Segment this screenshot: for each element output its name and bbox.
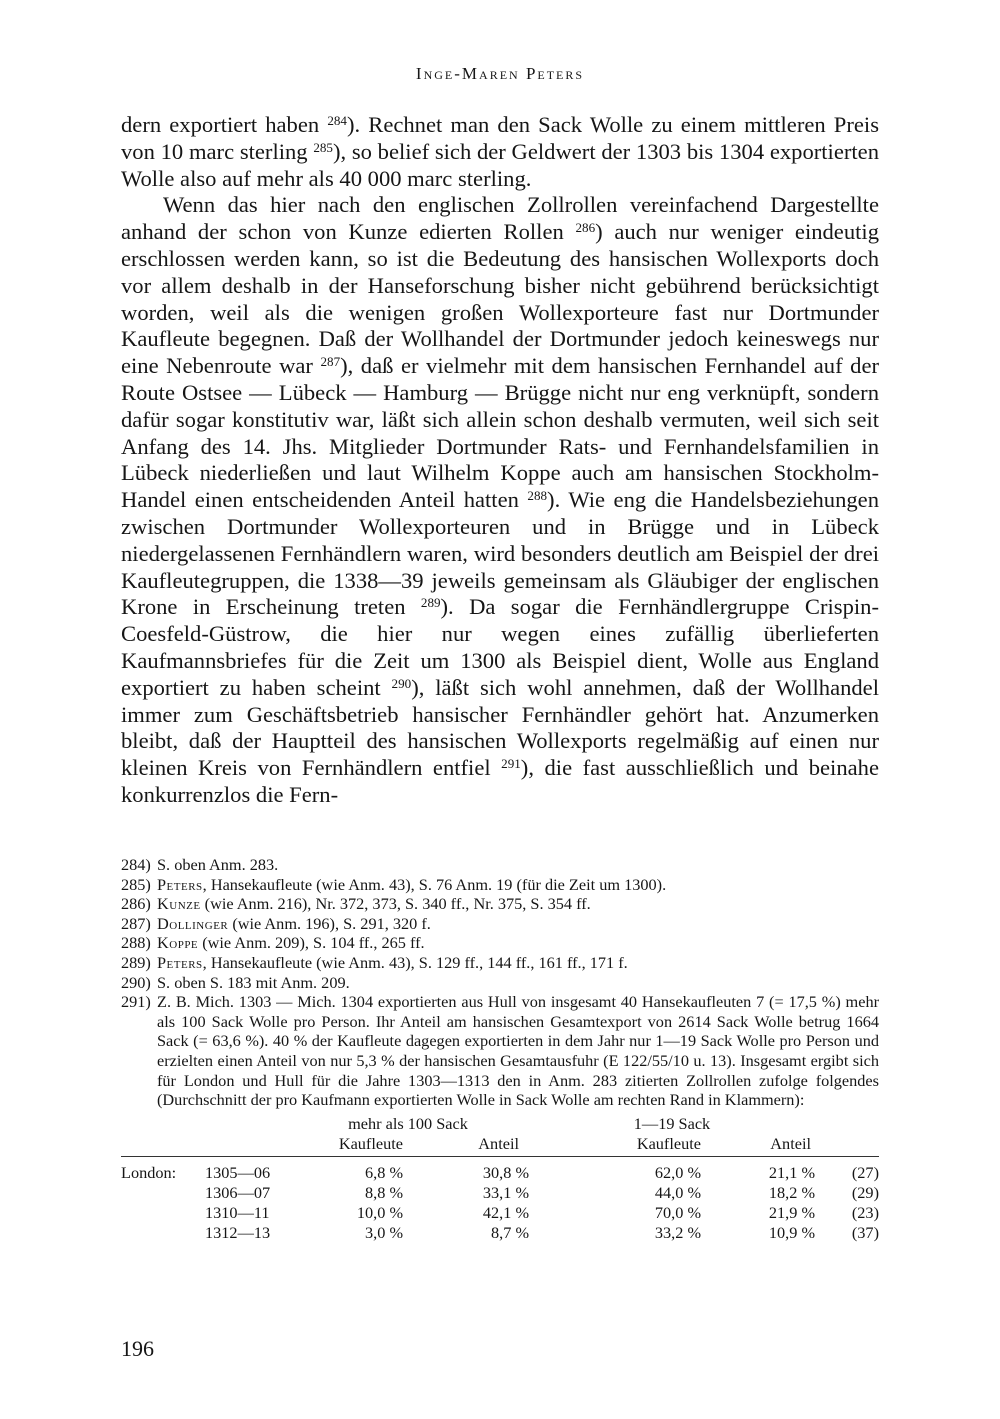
table-row — [121, 1156, 879, 1183]
paragraph-1 — [121, 112, 879, 192]
kaufleute-over-100-cell: 3,0 % — [365, 1222, 403, 1242]
footnote-text: S. oben Anm. 283. — [157, 855, 279, 874]
years-cell: 1305—06 — [205, 1162, 271, 1182]
anteil-over-100-cell: 42,1 % — [482, 1202, 529, 1222]
kaufleute-1-19-cell: 62,0 % — [654, 1162, 701, 1182]
table-column-header — [121, 1134, 879, 1157]
footnote-number: 284) — [121, 855, 151, 874]
column-header-kaufleute: Kaufleute — [529, 1134, 701, 1157]
running-header: Inge-Maren Peters — [415, 64, 585, 83]
author-name: Koppe — [157, 933, 199, 953]
kaufleute-over-100-cell: 10,0 % — [356, 1202, 403, 1222]
text-run: ). Wie eng die Handelsbeziehungen zwischen Dortmunder Wollexporteuren und in Brügge und in Lübeck niedergelassenen Fernhändlern waren, wird besonders deutlich am Beispiel der drei Kaufleutegruppen, die 1338—39 jeweils gemeinsam als Gläubiger der englischen Krone in Erscheinung treten — [121, 487, 879, 620]
footnote-text: (wie Anm. 216), Nr. 372, 373, S. 340 ff., Nr. 375, S. 354 ff. — [200, 894, 591, 914]
group-header-1-19: 1—19 Sack — [633, 1113, 711, 1133]
footnote-ref: 284 — [327, 112, 347, 128]
place-cell: London: — [121, 1162, 177, 1182]
average-sacks-cell: (27) — [851, 1162, 879, 1182]
footnote-number: 287) — [121, 913, 151, 933]
years-cell: 1312—13 — [205, 1222, 271, 1242]
average-sacks-cell: (29) — [851, 1182, 879, 1202]
footnote-number: 288) — [121, 933, 151, 953]
footnotes — [121, 855, 879, 1243]
footnote-text: , Hansekaufleute (wie Anm. 43), S. 129 ff., 144 ff., 161 ff., 171 f. — [202, 952, 628, 972]
anteil-1-19-cell: 18,2 % — [768, 1182, 815, 1202]
footnote-291 — [121, 992, 879, 1110]
text-run: ), daß er vielmehr mit dem hansischen Fernhandel auf der Route Ostsee — Lübeck — Hamburg — Brügge nicht nur eng verknüpft, sondern dafür sogar konstitutiv war, läßt sich allein schon deshalb vermuten, weil sich seit Anfang des 14. Jhs. Mitglieder Dortmunder Rats- und Fernhandelsfamilien in Lübeck niederließen und laut Wilhelm Koppe auch am hansischen Stockholm-Handel einen entscheidenden Anteil hatten — [121, 353, 879, 513]
page-number: 196 — [121, 1336, 154, 1361]
table-row — [121, 1203, 879, 1223]
author-name: Peters — [157, 874, 203, 894]
text-run: ), so belief sich der Geldwert der 1303 bis 1304 exportierten Wolle also auf mehr als 40 000 marc sterling. — [121, 138, 879, 191]
column-header-anteil: Anteil — [403, 1134, 529, 1157]
footnote-288 — [121, 933, 879, 953]
author-name: Peters — [157, 952, 203, 972]
footnote-number: 286) — [121, 894, 151, 914]
footnote-text: , Hansekaufleute (wie Anm. 43), S. 76 Anm. 19 (für die Zeit um 1300). — [202, 874, 667, 894]
place-cell — [121, 1203, 205, 1223]
anteil-1-19-cell: 10,9 % — [768, 1222, 815, 1242]
wool-export-table — [121, 1112, 879, 1243]
footnote-text: (wie Anm. 196), S. 291, 320 f. — [228, 913, 431, 933]
text-run: ) auch nur weniger eindeutig erschlossen werden kann, so ist die Bedeutung des hansischen Wollexports doch vor allem deshalb in der Hanseforschung bisher nicht gebührend berücksichtigt worden, weil als die wenigen großen Wollexporteure fast nur Dortmunder Kaufleute begegnen. Daß der Wollhandel der Dortmunder jedoch keineswegs nur eine Nebenroute war — [121, 219, 879, 379]
footnote-ref: 287 — [320, 353, 341, 369]
kaufleute-1-19-cell: 70,0 % — [654, 1202, 701, 1222]
footnote-285 — [121, 875, 879, 895]
footnote-text: (wie Anm. 209), S. 104 ff., 265 ff. — [198, 933, 425, 953]
text-run: ), die fast ausschließlich und beinahe konkurrenzlos die Fern- — [121, 755, 879, 807]
place-cell — [121, 1183, 205, 1203]
table-row — [121, 1183, 879, 1203]
footnote-286 — [121, 894, 879, 914]
footnote-ref: 285 — [313, 139, 333, 155]
kaufleute-1-19-cell: 33,2 % — [654, 1222, 701, 1242]
footnote-number: 291) — [121, 992, 151, 1012]
main-text — [121, 112, 879, 809]
footnote-number: 289) — [121, 952, 151, 972]
place-cell — [121, 1223, 205, 1243]
average-sacks-cell: (23) — [851, 1202, 879, 1222]
footnote-number: 290) — [121, 972, 151, 992]
footnote-287 — [121, 914, 879, 934]
kaufleute-over-100-cell: 8,8 % — [365, 1182, 403, 1202]
anteil-1-19-cell: 21,9 % — [768, 1202, 815, 1222]
text-run: ). Da sogar die Fernhändlergruppe Crispin-Coesfeld-Güstrow, die hier nur wegen eines zufällig überlieferten Kaufmannsbriefes für die Zeit um 1300 als Beispiel dient, Wolle aus England exportiert zu haben scheint — [121, 594, 879, 700]
author-name: Kunze — [157, 894, 201, 914]
years-cell: 1306—07 — [205, 1182, 271, 1202]
footnote-ref: 286 — [575, 219, 596, 235]
text-run: ). Rechnet man den Sack Wolle zu einem mittleren Preis von 10 marc sterling — [121, 112, 879, 164]
footnote-ref: 290 — [391, 675, 412, 691]
text-run: Wenn das hier nach den englischen Zollrollen vereinfachend Dargestellte anhand der schon von Kunze edierten Rollen — [121, 192, 879, 245]
anteil-1-19-cell: 21,1 % — [768, 1162, 815, 1182]
anteil-over-100-cell: 30,8 % — [482, 1162, 529, 1182]
footnote-290 — [121, 973, 879, 993]
footnote-text: Z. B. Mich. 1303 — Mich. 1304 exportierten aus Hull von insgesamt 40 Hansekaufleuten 7 (= 17,5 %) mehr als 100 Sack Wolle pro Person. Ihr Anteil am hansischen Gesamtexport von 2614 Sack Wolle betrug 1664 Sack (= 63,6 %). 40 % der Kaufleute dagegen exportierten in dem Jahr nur 1—19 Sack Wolle pro Person und erzielten einen Anteil von nur 5,3 % der hansischen Gesamtausfuhr (E 122/55/10 u. 13). Insgesamt ergibt sich für London und Hull für die Jahre 1303—1313 den in Anm. 283 zitierten Zollrollen zufolge folgendes (Durchschnitt der pro Kaufmann exportierten Wolle in Sack Wolle am rechten Rand in Klammern): — [157, 992, 879, 1110]
footnote-284 — [121, 855, 879, 875]
column-header-kaufleute: Kaufleute — [287, 1134, 403, 1157]
footnote-number: 285) — [121, 874, 151, 894]
footnote-ref: 291 — [501, 755, 521, 771]
table-row — [121, 1223, 879, 1243]
author-name: Dollinger — [157, 913, 229, 933]
footnote-ref: 289 — [420, 595, 441, 611]
years-cell: 1310—11 — [205, 1202, 270, 1222]
paragraph-2 — [121, 192, 879, 808]
anteil-over-100-cell: 33,1 % — [482, 1182, 529, 1202]
text-run: dern exportiert haben — [121, 112, 328, 137]
text-run: ), läßt sich wohl annehmen, daß der Wollhandel immer zum Geschäftsbetrieb hansischer Fernhändler gehört hat. Anzumerken bleibt, daß der Hauptteil des hansischen Wollexports regelmäßig auf einen nur kleinen Kreis von Fernhändlern entfiel — [121, 674, 879, 781]
group-header-over-100: mehr als 100 Sack — [348, 1113, 468, 1133]
footnote-ref: 288 — [527, 487, 548, 503]
kaufleute-1-19-cell: 44,0 % — [654, 1182, 701, 1202]
footnote-289 — [121, 953, 879, 973]
anteil-over-100-cell: 8,7 % — [491, 1222, 529, 1242]
table-group-header — [121, 1112, 879, 1134]
kaufleute-over-100-cell: 6,8 % — [365, 1162, 403, 1182]
footnote-text: S. oben S. 183 mit Anm. 209. — [157, 972, 350, 992]
average-sacks-cell: (37) — [851, 1222, 879, 1242]
column-header-anteil: Anteil — [701, 1134, 815, 1157]
